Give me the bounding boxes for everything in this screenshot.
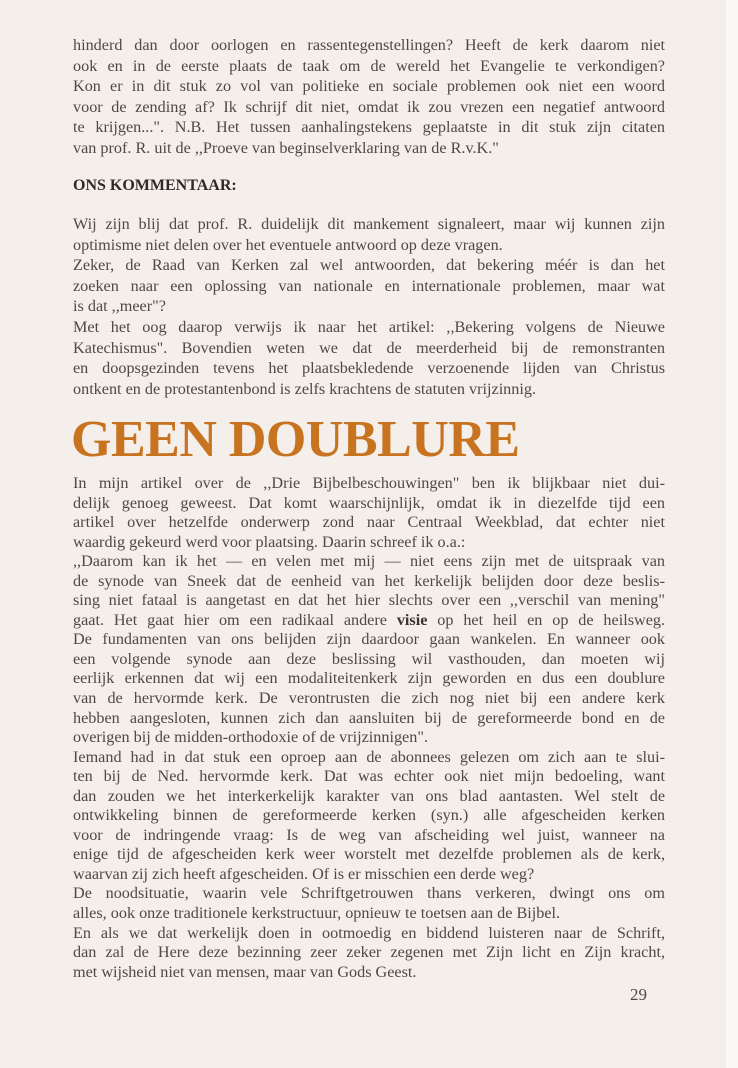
text-line: ook en in de eerste plaats de taak om de wereld het Evangelie te verkondigen?: [73, 56, 665, 75]
text-line: hinderd dan door oorlogen en rassentegenstellingen? Heeft de kerk daarom niet: [73, 36, 665, 54]
text-line: hebben aangesloten, kunnen zich dan aansluiten bij de gereformeerde bond en de: [73, 708, 665, 727]
text-line: De noodsituatie, waarin vele Schriftgetrouwen thans verkeren, dwingt ons om: [73, 884, 665, 903]
article-body: [73, 474, 665, 982]
text-line: Met het oog daarop verwijs ik naar het artikel: ,,Bekering volgens de Nieuwe: [73, 317, 665, 336]
section-heading: ONS KOMMENTAAR:: [73, 177, 237, 194]
text-line: te krijgen...". N.B. Het tussen aanhalingstekens geplaatste in dit stuk zijn citaten: [73, 118, 665, 137]
text-line: Zeker, de Raad van Kerken zal wel antwoorden, dat bekering méér is dan het: [73, 256, 665, 275]
text-line: De fundamenten van ons belijden zijn daardoor gaan wankelen. En wanneer ook: [73, 630, 665, 649]
text-line: In mijn artikel over de ,,Drie Bijbelbeschouwingen" ben ik blijkbaar niet dui-: [73, 474, 665, 492]
text-line: dan zouden we het interkerkelijk karakter van ons blad aantasten. Wel stelt de: [73, 786, 665, 805]
text-line: een volgende synode aan deze beslissing wil vasthouden, dan moeten wij: [73, 649, 665, 668]
text-line: voor de indringende vraag: Is de weg van afscheiding wel juist, wanneer na: [73, 825, 665, 844]
text-line: van prof. R. uit de ,,Proeve van beginselverklaring van de R.v.K.": [73, 138, 499, 157]
text-line: waardig gekeurd werd voor plaatsing. Daarin schreef ik o.a.:: [73, 532, 466, 551]
text-line: eerlijk erkennen dat wij een modaliteitenkerk zijn geworden en dus een doublure: [73, 669, 665, 688]
text-line: alles, ook onze traditionele kerkstructuur, opnieuw te toetsen aan de Bijbel.: [73, 904, 561, 923]
article-title: GEEN DOUBLURE: [71, 411, 520, 468]
text-line: Kon er in dit stuk zo vol van politieke en sociale problemen ook niet een woord: [73, 77, 665, 96]
text-line: En als we dat werkelijk doen in ootmoedig en biddend luisteren naar de Schrift,: [73, 923, 665, 942]
emphasis-word: visie: [396, 610, 428, 629]
text-span: gaat. Het gaat hier om een radikaal andere: [73, 610, 387, 629]
comment-paragraph: [73, 214, 665, 399]
text-line: waarvan zij zich heeft afgescheiden. Of is er misschien een derde weg?: [73, 864, 535, 883]
text-span: op het heil en op de heilsweg.: [437, 610, 666, 629]
text-line: zoeken naar een oplossing van nationale en internationale problemen, maar wat: [73, 276, 665, 295]
text-line: ten bij de Ned. hervormde kerk. Dat was echter ook niet mijn bedoeling, want: [73, 767, 665, 786]
text-line: [73, 611, 665, 631]
text-line: is dat ,,meer"?: [73, 297, 166, 316]
page-edge: [726, 0, 738, 1068]
page-number: 29: [630, 985, 647, 1004]
text-line: delijk genoeg geweest. Dat komt waarschijnlijk, omdat ik in diezelfde tijd een: [73, 493, 665, 512]
text-line: en doopsgezinden tevens het plaatsbekledende verzoenende lijden van Christus: [73, 359, 665, 378]
text-line: van de hervormde kerk. De verontrusten die zich nog niet bij een andere kerk: [73, 689, 665, 708]
text-line: optimisme niet delen over het eventuele antwoord op deze vragen.: [73, 235, 503, 254]
text-line: overigen bij de midden-orthodoxie of de vrijzinnigen".: [73, 728, 428, 747]
text-line: sing niet fataal is aangetast en dat het hier slechts over een ,,verschil van mening": [73, 591, 665, 610]
text-line: Iemand had in dat stuk een oproep aan de abonnees gelezen om zich aan te slui-: [73, 747, 665, 766]
text-line: ,,Daarom kan ik het — en velen met mij — niet eens zijn met de uitspraak van: [73, 552, 665, 571]
text-line: voor de zending af? Ik schrijf dit niet, omdat ik zou vrezen een negatief antwoord: [73, 97, 665, 116]
text-line: artikel over hetzelfde onderwerp zond naar Centraal Weekblad, dat echter niet: [73, 513, 665, 532]
text-line: Wij zijn blij dat prof. R. duidelijk dit mankement signaleert, maar wij kunnen zijn: [73, 215, 665, 233]
text-line: enige tijd de afgescheiden kerk weer worstelt met dezelfde problemen als de kerk,: [73, 845, 665, 864]
text-line: ontwikkeling binnen de gereformeerde kerken (syn.) alle afgescheiden kerken: [73, 806, 665, 825]
text-line: ontkent en de protestantenbond is zelfs krachtens de statuten vrijzinnig.: [73, 379, 537, 398]
text-line: met wijsheid niet van mensen, maar van Gods Geest.: [73, 962, 417, 981]
intro-paragraph: [73, 35, 665, 159]
text-line: de synode van Sneek dat de eenheid van het kerkelijk belijden door deze beslis-: [73, 571, 665, 590]
text-line: dan zal de Here deze bezinning zeer zeker zegenen met Zijn licht en Zijn kracht,: [73, 943, 665, 962]
text-line: Katechismus". Bovendien weten we dat de meerderheid bij de remonstranten: [73, 338, 665, 357]
